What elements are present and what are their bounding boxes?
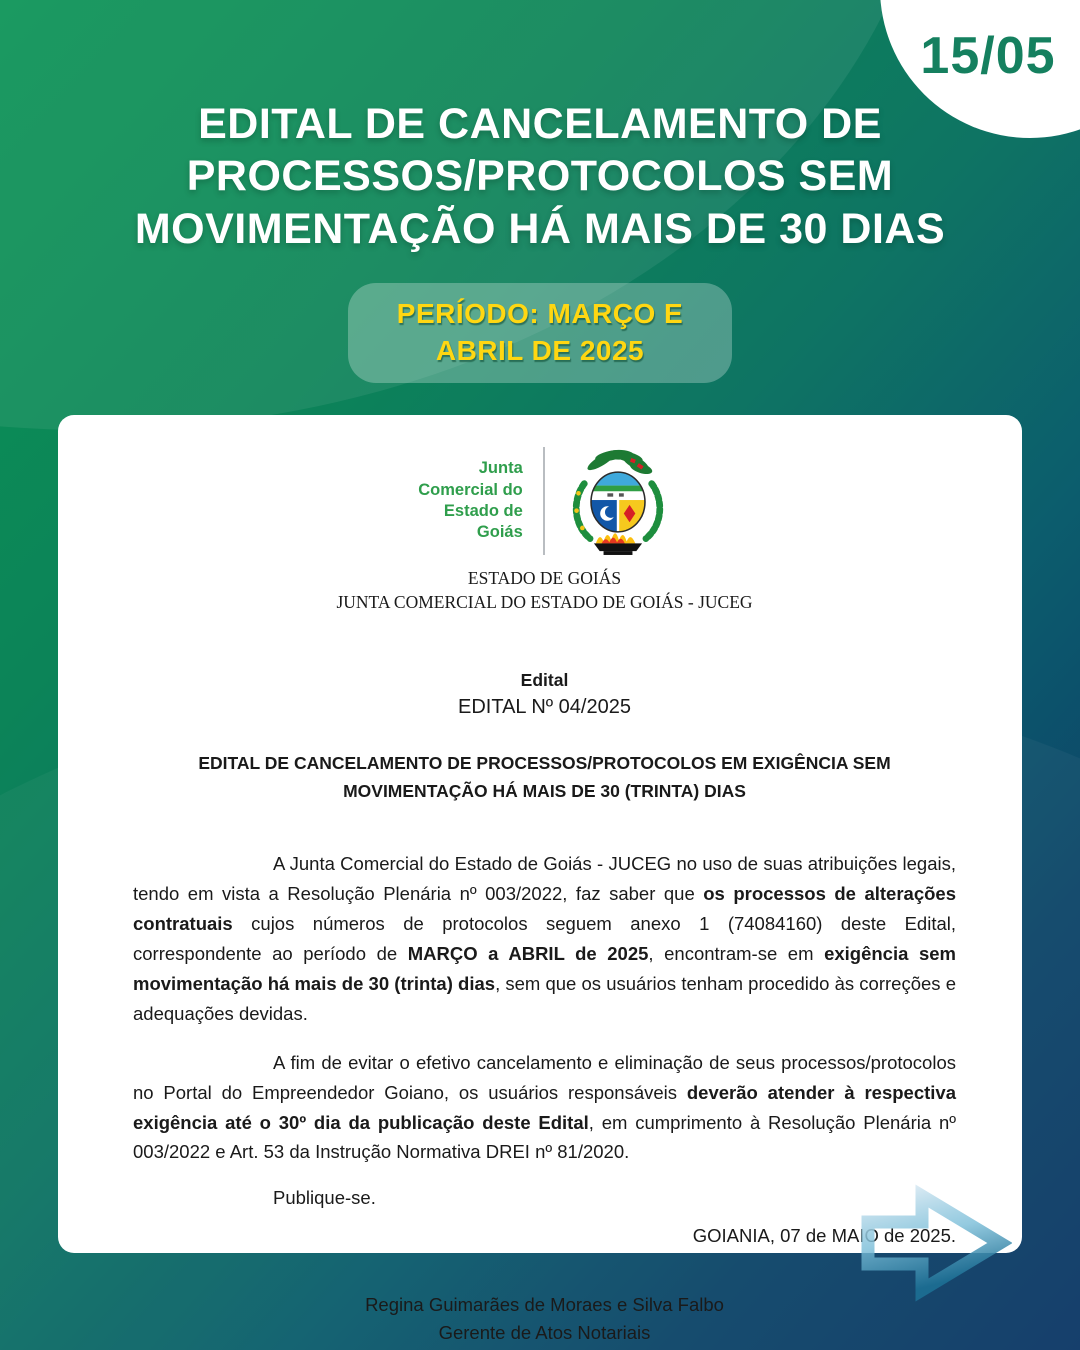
org-header (133, 567, 956, 614)
org-entity: JUNTA COMERCIAL DO ESTADO DE GOIÁS - JUCEG (336, 591, 753, 612)
logo-text-line: Estado de (443, 502, 523, 520)
edital-label: Edital (520, 670, 569, 691)
poster-title (40, 98, 1040, 255)
org-state: ESTADO DE GOIÁS (467, 568, 622, 588)
document-paragraph-1: A Junta Comercial do Estado de Goiás - JUCEG no uso de suas atribuições legais, tendo em vista a Resolução Plenária nº 003/2022, faz saber que os processos de alterações contratuais cujos números de protocolos seguem anexo 1 (74084160) deste Edital, correspondente ao período de MARÇO a ABRIL de 2025, encontram-se em exigência sem movimentação há mais de 30 (trinta) dias, sem que os usuários tenham procedido às correções e adequações devidas. (133, 853, 956, 1025)
edital-number: EDITAL Nº 04/2025 (458, 696, 631, 719)
next-arrow-icon (860, 1176, 1012, 1308)
signature-name: Regina Guimarães de Moraes e Silva Falbo (365, 1294, 724, 1316)
poster-title-line: EDITAL DE CANCELAMENTO DE (198, 100, 882, 148)
period-line: ABRIL DE 2025 (435, 334, 645, 366)
poster-title-line: PROCESSOS/PROTOCOLOS SEM (186, 152, 894, 201)
signature-role: Gerente de Atos Notariais (438, 1322, 651, 1344)
logo-text-line: Goiás (476, 523, 523, 542)
logo-divider (543, 447, 545, 555)
logo-text-line: Junta (478, 459, 523, 478)
poster-title-line: MOVIMENTAÇÃO HÁ MAIS DE 30 DIAS (134, 204, 946, 253)
document-heading: EDITAL DE CANCELAMENTO DE PROCESSOS/PROTOCOLOS EM EXIGÊNCIA SEM MOVIMENTAÇÃO HÁ MAIS DE 30 (TRINTA) DIAS (198, 753, 891, 802)
period-line: PERÍODO: MARÇO E (396, 298, 684, 329)
document-paragraph-2: A fim de evitar o efetivo cancelamento e eliminação de seus processos/protocolos no Portal do Empreendedor Goiano, os usuários responsáveis deverão atender à respectiva exigência até o 30º dia da publicação deste Edital, em cumprimento à Resolução Plenária nº 003/2022 e Art. 53 da Instrução Normativa DREI nº 81/2020. (133, 1051, 957, 1163)
signature-block (133, 1291, 956, 1347)
juceg-logo-text (418, 458, 523, 544)
publish-line: Publique-se. (273, 1187, 376, 1209)
document-card (58, 415, 1022, 1344)
date-badge: 15/05 (920, 27, 1056, 85)
goias-coat-of-arms-icon (565, 443, 671, 559)
city-date-line: GOIANIA, 07 de MAIO de 2025. (692, 1225, 956, 1247)
juceg-logo (133, 443, 956, 559)
period-badge (348, 283, 732, 383)
logo-text-line: Comercial do (418, 480, 523, 499)
